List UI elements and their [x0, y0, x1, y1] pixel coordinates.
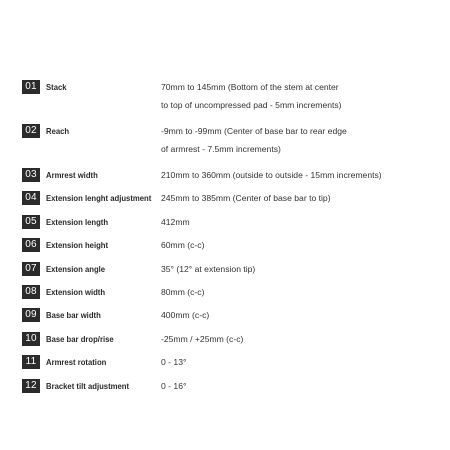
- spec-label: Extension angle: [46, 263, 106, 274]
- spec-value-line: 245mm to 385mm (Center of base bar to tip): [161, 193, 331, 204]
- spec-row-base-bar-width: [22, 308, 432, 331]
- spec-value-line: 412mm: [161, 216, 190, 227]
- spec-value-line: 210mm to 360mm (outside to outside - 15mm increments): [161, 170, 382, 180]
- spec-row-reach: [22, 124, 432, 168]
- spec-label: Extension length: [46, 216, 109, 227]
- spec-value-line: 70mm to 145mm (Bottom of the stem at center: [161, 82, 339, 92]
- spec-number-badge: 02: [22, 124, 40, 138]
- spec-value-line: -9mm to -99mm (Center of base bar to rear edge: [161, 126, 347, 136]
- spec-value: [161, 306, 432, 324]
- spec-number-badge: 04: [22, 191, 40, 205]
- spec-value-line: 0 - 13°: [161, 357, 187, 368]
- spec-number-badge: 06: [22, 238, 40, 252]
- spec-label: Bracket tilt adjustment: [46, 380, 130, 391]
- spec-number-badge: 05: [22, 215, 40, 229]
- spec-label: Extension width: [46, 286, 106, 297]
- spec-value-line: to top of uncompressed pad - 5mm increments): [161, 100, 342, 110]
- spec-value: [161, 377, 432, 395]
- spec-value: [161, 78, 432, 114]
- spec-row-extension-length-adjustment: [22, 191, 432, 214]
- spec-value: [161, 189, 432, 207]
- spec-label: Stack: [46, 82, 67, 92]
- spec-value-line: 80mm (c-c): [161, 286, 205, 297]
- spec-value-line: 35° (12° at extension tip): [161, 263, 256, 274]
- spec-label: Extension height: [46, 240, 109, 251]
- spec-label: Extension lenght adjustment: [46, 193, 152, 204]
- spec-number-badge: 12: [22, 379, 40, 393]
- spec-number-badge: 07: [22, 262, 40, 276]
- spec-table: [22, 80, 432, 402]
- spec-number-badge: 03: [22, 168, 40, 182]
- spec-label: Base bar width: [46, 310, 101, 321]
- spec-number-badge: 10: [22, 332, 40, 346]
- spec-value: [161, 260, 432, 278]
- spec-label: Armrest width: [46, 170, 98, 180]
- spec-row-extension-height: [22, 238, 432, 261]
- spec-row-extension-length: [22, 215, 432, 238]
- spec-number-badge: 11: [22, 355, 40, 369]
- spec-row-armrest-width: [22, 168, 432, 191]
- spec-value-line: 400mm (c-c): [161, 310, 210, 321]
- spec-value: [161, 213, 432, 231]
- spec-row-bracket-tilt-adjustment: [22, 379, 432, 402]
- spec-row-extension-width: [22, 285, 432, 308]
- spec-value-line: of armrest - 7.5mm increments): [161, 144, 281, 154]
- spec-value: [161, 330, 432, 348]
- spec-value: [161, 236, 432, 254]
- spec-value: [161, 283, 432, 301]
- spec-number-badge: 01: [22, 80, 40, 94]
- spec-row-extension-angle: [22, 262, 432, 285]
- spec-value: [161, 122, 432, 158]
- spec-value: [161, 353, 432, 371]
- spec-row-armrest-rotation: [22, 355, 432, 378]
- spec-row-stack: [22, 80, 432, 124]
- spec-number-badge: 08: [22, 285, 40, 299]
- spec-value: [161, 166, 432, 184]
- spec-number-badge: 09: [22, 308, 40, 322]
- spec-row-base-bar-drop-rise: [22, 332, 432, 355]
- spec-label: Reach: [46, 126, 70, 136]
- spec-label: Base bar drop/rise: [46, 333, 114, 344]
- spec-value-line: -25mm / +25mm (c-c): [161, 333, 244, 344]
- spec-label: Armrest rotation: [46, 357, 107, 368]
- spec-value-line: 0 - 16°: [161, 380, 187, 391]
- spec-value-line: 60mm (c-c): [161, 240, 205, 251]
